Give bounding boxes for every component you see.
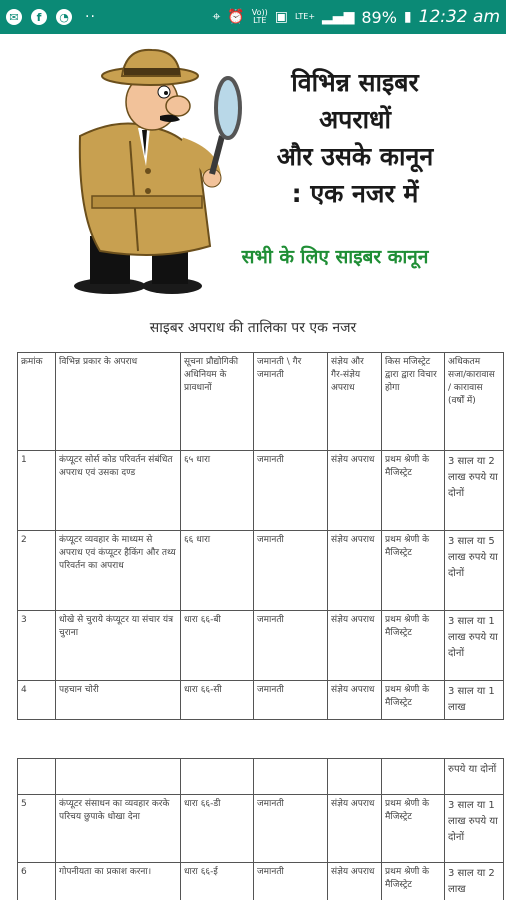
cell-bailable: जमानती — [254, 611, 328, 681]
table-row — [18, 759, 504, 795]
nfc-icon: ▣ — [274, 9, 289, 25]
table-row — [18, 611, 504, 681]
cell-crime: गोपनीयता का प्रकाश करना। — [56, 863, 181, 900]
cell-magistrate: प्रथम श्रेणी के मैजिस्ट्रेट — [382, 863, 445, 900]
header-cognizable: संज्ञेय और गैर-संज्ञेय अपराध — [328, 353, 382, 451]
cell-magistrate: प्रथम श्रेणी के मैजिस्ट्रेट — [382, 795, 445, 863]
header-crime: विभिन्न प्रकार के अपराध — [56, 353, 181, 451]
cell-punishment: 3 साल या 2 लाख — [445, 863, 504, 900]
cyber-crime-table — [17, 352, 504, 720]
cell-bailable — [254, 759, 328, 795]
cell-cognizable: संज्ञेय अपराध — [328, 795, 382, 863]
cyber-crime-table-continued — [17, 758, 504, 900]
battery-percent: 89% — [361, 7, 397, 27]
cell-magistrate — [382, 759, 445, 795]
cell-section — [181, 759, 254, 795]
header-serial: क्रमांक — [18, 353, 56, 451]
battery-icon: ▮ — [403, 9, 412, 25]
hero-title — [230, 64, 480, 212]
cell-section: धारा ६६-बी — [181, 611, 254, 681]
cell-serial: 3 — [18, 611, 56, 681]
cell-magistrate: प्रथम श्रेणी के मैजिस्ट्रेट — [382, 531, 445, 611]
cell-magistrate: प्रथम श्रेणी के मैजिस्ट्रेट — [382, 611, 445, 681]
hero-title-line: अपराधों — [319, 105, 391, 134]
alarm-icon: ⏰ — [227, 9, 245, 25]
cell-bailable: जमानती — [254, 863, 328, 900]
messenger-icon: ✉ — [6, 9, 22, 25]
cell-section: ६५ धारा — [181, 451, 254, 531]
table-row — [18, 863, 504, 900]
cell-bailable: जमानती — [254, 795, 328, 863]
hero-subtitle: सभी के लिए साइबर कानून — [241, 246, 429, 268]
cell-cognizable: संज्ञेय अपराध — [328, 681, 382, 720]
status-bar — [0, 0, 506, 34]
header-punishment: अधिकतम सजा/कारावास / कारावास (वर्षों में) — [445, 353, 504, 451]
table-row — [18, 531, 504, 611]
more-notifications-icon: ·· — [85, 9, 96, 25]
cell-serial — [18, 759, 56, 795]
cell-serial: 6 — [18, 863, 56, 900]
cell-cognizable: संज्ञेय अपराध — [328, 611, 382, 681]
cell-bailable: जमानती — [254, 681, 328, 720]
cell-section: ६६ धारा — [181, 531, 254, 611]
cell-serial: 1 — [18, 451, 56, 531]
cell-serial: 2 — [18, 531, 56, 611]
signal-icon: ▂▄▆ — [322, 9, 355, 25]
cell-section: धारा ६६-सी — [181, 681, 254, 720]
clock: 12:32 am — [418, 7, 500, 27]
location-icon: ⌖ — [212, 9, 221, 25]
cell-punishment: 3 साल या 2 लाख रुपये या दोनों — [445, 451, 504, 531]
cell-bailable: जमानती — [254, 451, 328, 531]
cell-magistrate: प्रथम श्रेणी के मैजिस्ट्रेट — [382, 451, 445, 531]
hero-title-line: विभिन्न साइबर — [291, 68, 419, 97]
cell-cognizable — [328, 759, 382, 795]
cell-serial: 5 — [18, 795, 56, 863]
hero-title-line: : एक नजर में — [291, 179, 419, 208]
cell-cognizable: संज्ञेय अपराध — [328, 863, 382, 900]
cell-cognizable: संज्ञेय अपराध — [328, 531, 382, 611]
chat-icon: ◔ — [56, 9, 72, 25]
cell-section: धारा ६६-ई — [181, 863, 254, 900]
hero-title-line: और उसके कानून — [276, 142, 434, 171]
cell-magistrate: प्रथम श्रेणी के मैजिस्ट्रेट — [382, 681, 445, 720]
cell-punishment: 3 साल या 1 लाख रुपये या दोनों — [445, 611, 504, 681]
cell-crime — [56, 759, 181, 795]
cell-cognizable: संज्ञेय अपराध — [328, 451, 382, 531]
table-row — [18, 681, 504, 720]
hero-banner — [0, 34, 506, 304]
cell-crime: कंप्यूटर सोर्स कोड परिवर्तन संबंधित अपराध एवं उसका दण्ड — [56, 451, 181, 531]
facebook-icon: f — [31, 9, 47, 25]
cell-punishment: 3 साल या 1 लाख रुपये या दोनों — [445, 795, 504, 863]
cell-bailable: जमानती — [254, 531, 328, 611]
cell-serial: 4 — [18, 681, 56, 720]
table-header-row — [18, 353, 504, 451]
table-caption: साइबर अपराध की तालिका पर एक नजर — [149, 320, 357, 336]
table-row — [18, 795, 504, 863]
cell-crime: कंप्यूटर व्यवहार के माध्यम से अपराध एवं कंप्यूटर हैकिंग और तथ्य परिवर्तन का अपराध — [56, 531, 181, 611]
lte-indicator: LTE+ — [295, 12, 316, 21]
header-bailable: जमानती \ गैर जमानती — [254, 353, 328, 451]
header-section: सूचना प्रौद्योगिकी अधिनियम के प्रावधानों — [181, 353, 254, 451]
cell-punishment: 3 साल या 1 लाख — [445, 681, 504, 720]
cell-crime: कंप्यूटर संसाधन का व्यवहार करके परिचय छुपाके धोखा देना — [56, 795, 181, 863]
cell-section: धारा ६६-डी — [181, 795, 254, 863]
header-magistrate: किस मजिस्ट्रेट द्वारा द्वारा विचार होगा — [382, 353, 445, 451]
cell-punishment: 3 साल या 5 लाख रुपये या दोनों — [445, 531, 504, 611]
cell-crime: धोखे से चुराये कंप्यूटर या संचार यंत्र चुराना — [56, 611, 181, 681]
cell-crime: पहचान चोरी — [56, 681, 181, 720]
cell-punishment: रुपये या दोनों — [445, 759, 504, 795]
table-row — [18, 451, 504, 531]
volte-indicator: Vo)) LTE — [251, 8, 268, 25]
